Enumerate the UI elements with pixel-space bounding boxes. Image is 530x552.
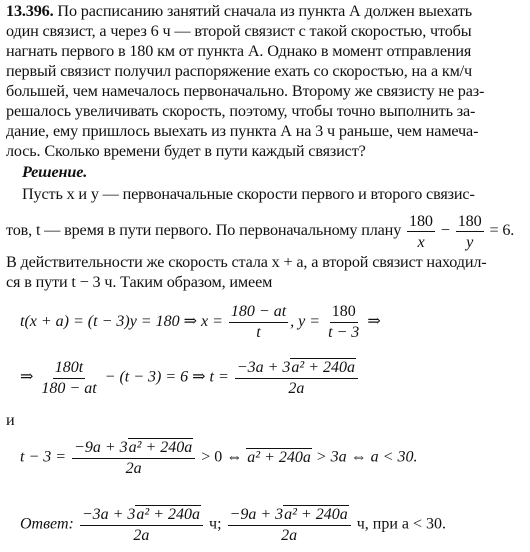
answer-fraction-2: $\frac{\text{−9a + 3a² + 240a}}{2a}$ [228,505,351,545]
plan-result: = 6. [489,221,515,239]
equation-1: t(x + a) = (t − 3)y = 180 ⇒ x = $\frac{180 - at}{t}$ , y = $\frac{180}{t - 3}$ ⇒ [20,303,381,341]
problem-line-5: большей, чем намечалось первоначально. Второму же связисту не раз- [6,82,485,100]
problem-text: По расписанию занятий сначала из пункта А должен выехать [57,2,473,20]
solution-line-3: В действительности же скорость стала x + a, а второй связист находил- [6,253,487,271]
solution-line-2 [6,210,514,252]
solution-line-1: Пусть x и y — первоначальные скорости первого и второго связис- [22,185,475,203]
problem-line-7: дание, ему пришлось выехать из пункта А на 3 ч раньше, чем намеча- [6,122,479,140]
answer-line: Ответ: $\frac{\text{−3a + 3a² + 240a}}{2a}$ ч; $\frac{\text{−9a + 3a² + 240a}}{2a}$ ч, при a < 30. [20,506,446,544]
solution-heading: Решение. [22,163,88,181]
problem-number: 13.396. [6,2,54,20]
solution-text-2: тов, t — время в пути первого. По первоначальному плану [6,221,402,239]
equation-3: t − 3 = $\frac{\text{−9a + 3a² + 240a}}{2a}$ > 0 ⇔ a² + 240a > 3a ⇔ a < 30. [20,439,418,477]
problem-line-3: нагнать первого в 180 км от пункта А. Однако в момент отправления [6,42,472,60]
problem-line-8: лось. Сколько времени будет в пути каждый связист? [6,142,366,160]
answer-label: Ответ: [20,515,74,533]
fraction-x: $\frac{180 - at}{t}$ [230,303,287,341]
problem-line-4: первый связист получил распоряжение ехать со скоростью, на a км/ч [6,62,473,80]
fraction-t-solution: $\frac{\text{−3a + 3a² + 240a}}{2a}$ [235,358,358,398]
solution-line-4: ся в пути t − 3 ч. Таким образом, имеем [6,273,273,291]
fraction-180-x: $\frac{180}{x}$ [409,211,433,251]
problem-line-2: один связист, а через 6 ч — второй связист с такой скоростью, чтобы [6,22,472,40]
fraction-180t: $\frac{180t}{180 - at}$ [41,358,97,397]
answer-fraction-1: $\frac{\text{−3a + 3a² + 240a}}{2a}$ [80,505,203,545]
sqrt-radical: a² + 240a [247,448,311,466]
minus-sign: − [440,221,450,239]
equation-2: ⇒ $\frac{180t}{180 - at}$ − (t − 3) = 6 ⇒ t = $\frac{\text{−3a + 3a² + 240a}}{2a}$ [20,358,360,398]
problem-line-1 [6,1,472,21]
and-word: и [6,411,15,429]
fraction-180-y: $\frac{180}{y}$ [457,211,482,251]
problem-line-6: решалось увеличивать скорость, поэтому, чтобы точно выполнить за- [6,102,476,120]
fraction-t-minus-3: $\frac{\text{−9a + 3a² + 240a}}{2a}$ [72,438,195,478]
fraction-y: $\frac{180}{t - 3}$ [328,303,360,341]
sqrt-radical: a² + 240a [291,359,355,376]
